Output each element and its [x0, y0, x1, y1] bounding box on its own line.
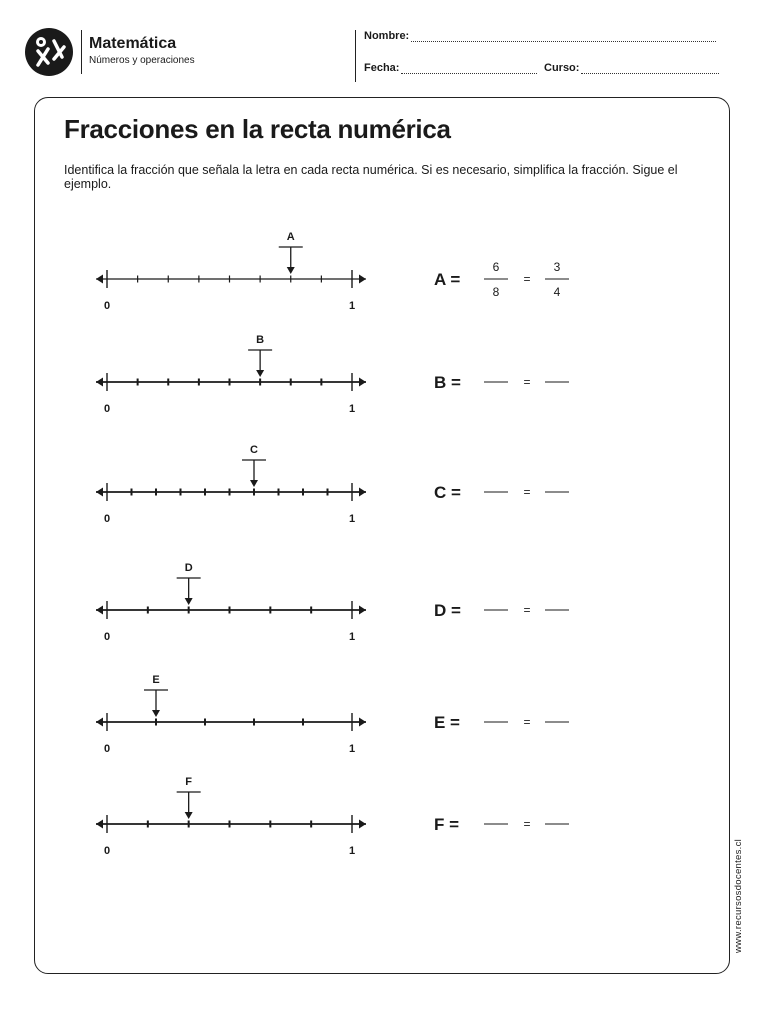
equals-sign: = [523, 715, 531, 729]
label-zero: 0 [103, 403, 111, 415]
marker-letter: D [184, 562, 193, 574]
name-label: Nombre: [364, 30, 410, 42]
fraction-denominator: 8 [492, 285, 500, 299]
equals-sign: = [523, 272, 531, 286]
label-zero: 0 [103, 845, 111, 857]
label-zero: 0 [103, 300, 111, 312]
fraction-numerator: 3 [553, 260, 561, 274]
marker-arrow-icon [185, 812, 193, 819]
answer-label: E = [434, 713, 460, 732]
left-arrow-icon [96, 606, 103, 615]
left-arrow-icon [96, 275, 103, 284]
date-label: Fecha: [364, 62, 400, 74]
equals-sign: = [523, 485, 531, 499]
right-arrow-icon [359, 488, 366, 497]
right-arrow-icon [359, 820, 366, 829]
page-title: Fracciones en la recta numérica [64, 114, 451, 144]
marker-letter: E [152, 674, 160, 686]
number-line-c [96, 460, 569, 501]
equals-sign: = [523, 603, 531, 617]
right-arrow-icon [359, 718, 366, 727]
marker-arrow-icon [250, 480, 258, 487]
instructions: Identifica la fracción que señala la letra en cada recta numérica. Si es necesario, simplifica la fracción. Sigue el ejemplo. [64, 163, 678, 191]
fraction-denominator: 4 [553, 285, 561, 299]
left-arrow-icon [96, 718, 103, 727]
marker-arrow-icon [287, 267, 295, 274]
label-zero: 0 [103, 631, 111, 643]
marker-letter: C [250, 444, 258, 456]
label-one: 1 [348, 403, 356, 415]
label-one: 1 [348, 743, 356, 755]
right-arrow-icon [359, 606, 366, 615]
equals-sign: = [523, 817, 531, 831]
marker-letter: A [286, 231, 295, 243]
label-zero: 0 [103, 513, 111, 525]
number-line-f [96, 792, 569, 833]
marker-letter: B [256, 334, 265, 346]
marker-arrow-icon [185, 598, 193, 605]
subject-subtitle: Números y operaciones [89, 55, 195, 66]
number-line-b [96, 350, 569, 391]
left-arrow-icon [96, 820, 103, 829]
label-one: 1 [348, 845, 356, 857]
answer-label: C = [434, 483, 461, 502]
left-arrow-icon [96, 378, 103, 387]
label-one: 1 [348, 513, 356, 525]
course-label: Curso: [544, 62, 580, 74]
marker-arrow-icon [256, 370, 264, 377]
fraction-numerator: 6 [492, 260, 500, 274]
label-one: 1 [348, 631, 356, 643]
answer-label: D = [434, 601, 461, 620]
marker-arrow-icon [152, 710, 160, 717]
left-arrow-icon [96, 488, 103, 497]
answer-label: A = [434, 270, 461, 289]
number-line-d [96, 578, 569, 619]
label-one: 1 [348, 300, 356, 312]
website-credit: www.recursosdocentes.cl [733, 838, 744, 953]
label-zero: 0 [103, 743, 111, 755]
equals-sign: = [523, 375, 531, 389]
marker-letter: F [185, 776, 193, 788]
right-arrow-icon [359, 378, 366, 387]
answer-label: F = [434, 815, 460, 834]
number-line-e [96, 690, 569, 731]
right-arrow-icon [359, 275, 366, 284]
answer-label: B = [434, 373, 461, 392]
subject-title: Matemática [89, 35, 177, 52]
